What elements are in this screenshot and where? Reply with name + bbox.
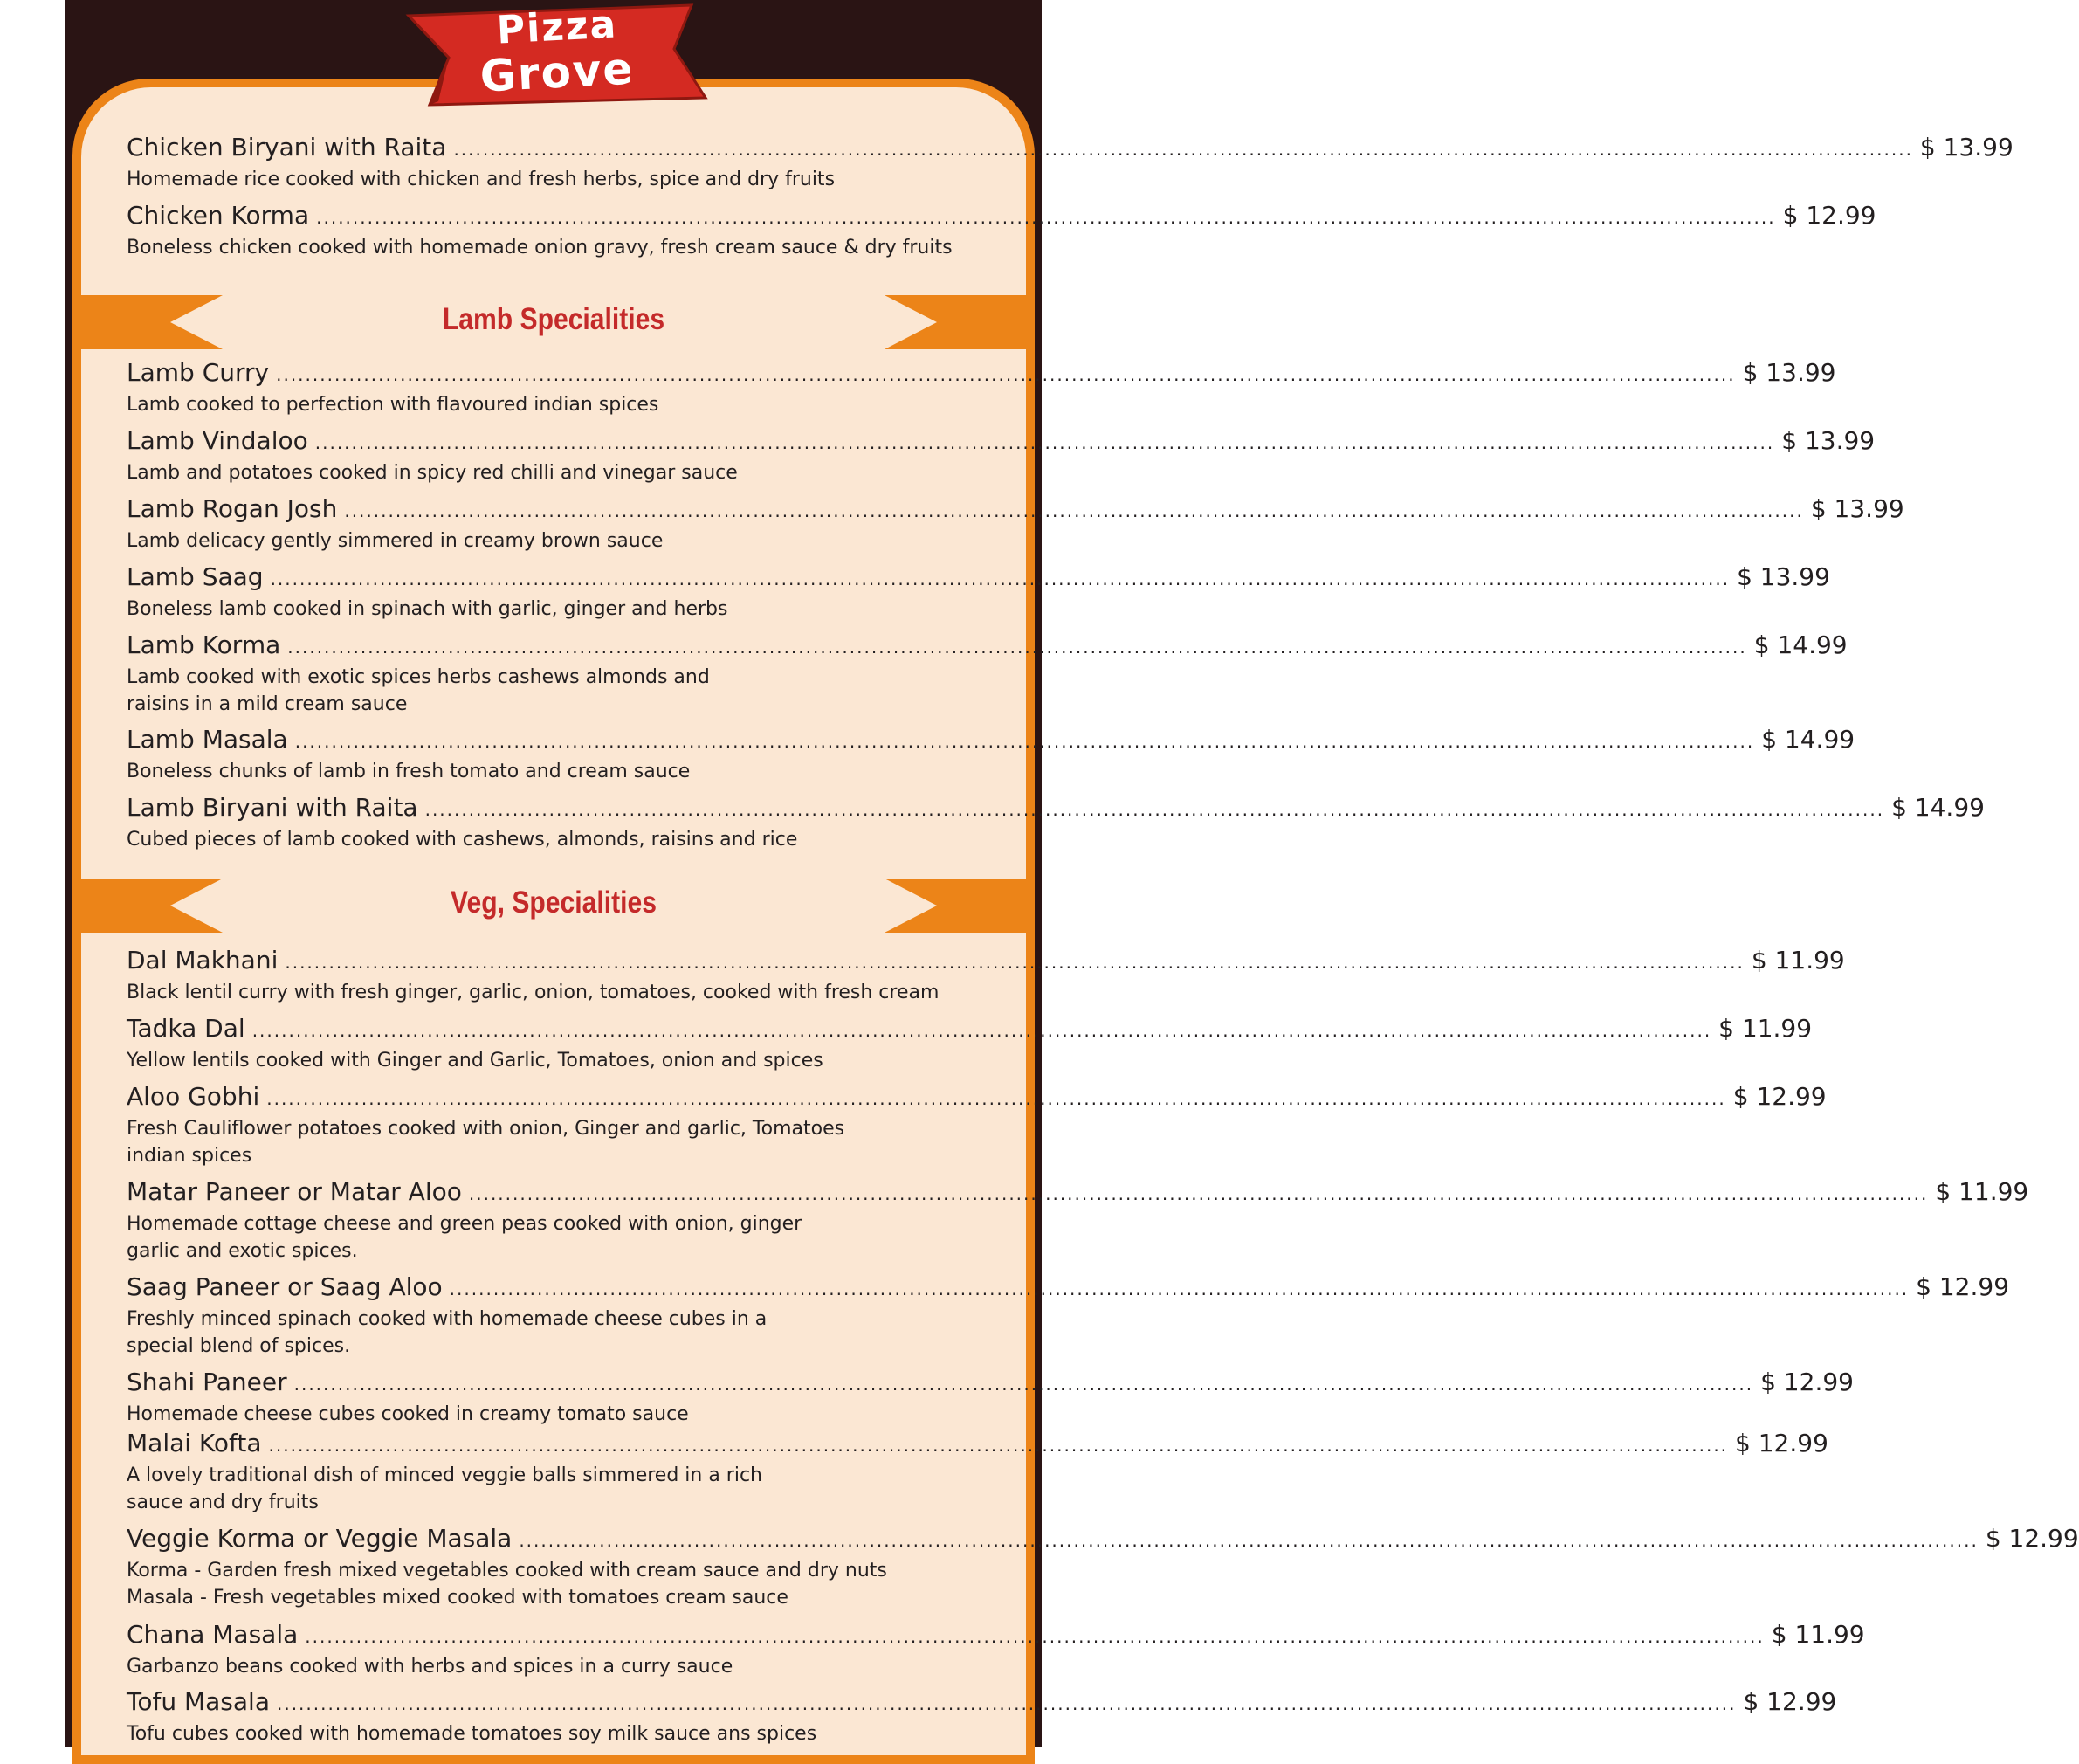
menu-item-row <box>127 1368 1854 1399</box>
menu-item-description: Homemade cottage cheese and green peas cooked with onion, ginger garlic and exotic spices. <box>127 1213 802 1262</box>
menu-item-description: Korma - Garden fresh mixed vegetables cooked with cream sauce and dry nuts Masala - Fresh vegetables mixed cooked with tomatoes cream sauce <box>127 1560 887 1609</box>
menu-item-row <box>127 1082 1827 1113</box>
menu-item <box>127 426 1876 486</box>
menu-item-price: $ 11.99 <box>1935 1177 2029 1206</box>
menu-item-name: Shahi Paneer <box>127 1368 287 1396</box>
dot-leader: ........................................................................................................................................................................................................ <box>314 432 1775 453</box>
menu-item <box>127 1524 2079 1611</box>
restaurant-logo <box>403 3 711 107</box>
menu-item-description: Tofu cubes cooked with homemade tomatoes soy milk sauce ans spices <box>127 1723 817 1745</box>
menu-item-name: Lamb Rogan Josh <box>127 494 338 523</box>
dot-leader: ........................................................................................................................................................................................................ <box>424 799 1885 820</box>
menu-item-description: Garbanzo beans cooked with herbs and spices in a curry sauce <box>127 1656 733 1678</box>
menu-item-row <box>127 562 1830 594</box>
menu-item-row <box>127 1014 1813 1045</box>
menu-item-name: Lamb Curry <box>127 358 270 387</box>
menu-item-name: Chicken Korma <box>127 201 310 230</box>
menu-item <box>127 1014 1813 1074</box>
menu-item-price: $ 11.99 <box>1718 1014 1813 1043</box>
menu-item-row <box>127 358 1836 389</box>
menu-item-description: Fresh Cauliflower potatoes cooked with onion, Ginger and garlic, Tomatoes indian spices <box>127 1118 845 1167</box>
section-band-lamb <box>79 295 1029 349</box>
menu-item-description: Lamb cooked with exotic spices herbs cashews almonds and raisins in a mild cream sauce <box>127 666 710 715</box>
menu-item-row <box>127 1272 2010 1304</box>
menu-item-name: Dal Makhani <box>127 946 279 975</box>
menu-item-price: $ 12.99 <box>1985 1524 2079 1553</box>
menu-item-row <box>127 1687 1837 1719</box>
menu-item-row <box>127 793 1985 824</box>
menu-item-description: Homemade rice cooked with chicken and fresh herbs, spice and dry fruits <box>127 169 836 190</box>
menu-item-row <box>127 1177 2029 1209</box>
dot-leader: ........................................................................................................................................................................................................ <box>449 1278 1910 1299</box>
menu-item-price: $ 14.99 <box>1761 725 1855 754</box>
dot-leader: ........................................................................................................................................................................................................ <box>268 1435 1729 1456</box>
menu-item <box>127 358 1836 418</box>
dot-leader: ........................................................................................................................................................................................................ <box>276 364 1736 385</box>
menu-item <box>127 1082 1827 1169</box>
menu-item-name: Chana Masala <box>127 1620 299 1649</box>
menu-item-price: $ 13.99 <box>1737 562 1830 591</box>
logo-text-pizza: Pizza <box>495 2 619 53</box>
dot-leader: ........................................................................................................................................................................................................ <box>251 1020 1712 1041</box>
section-band-veg <box>79 879 1029 933</box>
menu-item-price: $ 13.99 <box>1810 494 1904 523</box>
dot-leader: ........................................................................................................................................................................................................ <box>270 568 1731 589</box>
dot-leader: ........................................................................................................................................................................................................ <box>453 139 1913 160</box>
dot-leader: ........................................................................................................................................................................................................ <box>305 1626 1765 1647</box>
dot-leader: ........................................................................................................................................................................................................ <box>287 637 1747 658</box>
dot-leader: ........................................................................................................................................................................................................ <box>266 1088 1726 1109</box>
dot-leader: ........................................................................................................................................................................................................ <box>468 1183 1929 1204</box>
menu-item-row <box>127 725 1855 756</box>
menu-item-price: $ 11.99 <box>1771 1620 1865 1649</box>
menu-item-price: $ 14.99 <box>1753 630 1848 659</box>
dot-leader: ........................................................................................................................................................................................................ <box>285 952 1745 973</box>
menu-item-description: Lamb and potatoes cooked in spicy red chilli and vinegar sauce <box>127 462 738 484</box>
menu-item-row <box>127 494 1904 526</box>
dot-leader: ........................................................................................................................................................................................................ <box>519 1530 1979 1551</box>
menu-item-description: Freshly minced spinach cooked with homemade cheese cubes in a special blend of spices. <box>127 1308 768 1357</box>
menu-item-description: A lovely traditional dish of minced veggie balls simmered in a rich sauce and dry fruits <box>127 1464 762 1513</box>
menu-item-price: $ 12.99 <box>1735 1429 1828 1457</box>
menu-item-price: $ 12.99 <box>1916 1272 2010 1301</box>
menu-item-row <box>127 946 1845 977</box>
menu-item <box>127 725 1855 785</box>
menu-item-name: Lamb Masala <box>127 725 288 754</box>
menu-item <box>127 1272 2010 1360</box>
menu-item-description: Lamb cooked to perfection with flavoured indian spices <box>127 394 659 416</box>
section-title-veg: Veg, Specialities <box>451 885 657 920</box>
menu-item-row <box>127 1524 2079 1555</box>
menu-item-description: Homemade cheese cubes cooked in creamy tomato sauce <box>127 1403 689 1425</box>
logo-text-grove: Grove <box>478 43 636 102</box>
menu-item-name: Veggie Korma or Veggie Masala <box>127 1524 513 1553</box>
dot-leader: ........................................................................................................................................................................................................ <box>276 1693 1737 1714</box>
menu-item <box>127 630 1848 718</box>
menu-item-price: $ 12.99 <box>1732 1082 1827 1111</box>
menu-item <box>127 562 1830 623</box>
menu-item-row <box>127 630 1848 662</box>
menu-item-price: $ 13.99 <box>1781 426 1876 455</box>
menu-item <box>127 1177 2029 1264</box>
menu-item <box>127 1620 1865 1680</box>
menu-item-price: $ 12.99 <box>1743 1687 1837 1716</box>
menu-item-description: Black lentil curry with fresh ginger, garlic, onion, tomatoes, cooked with fresh cream <box>127 982 940 1003</box>
menu-item-row <box>127 426 1876 458</box>
menu-item-name: Lamb Vindaloo <box>127 426 308 455</box>
menu-item-price: $ 12.99 <box>1760 1368 1854 1396</box>
menu-item-name: Tadka Dal <box>127 1014 245 1043</box>
menu-item-description: Boneless lamb cooked in spinach with garlic, ginger and herbs <box>127 598 728 620</box>
menu-item-row <box>127 1429 1828 1460</box>
menu-item <box>127 1429 1828 1516</box>
dot-leader: ........................................................................................................................................................................................................ <box>316 207 1776 228</box>
dot-leader: ........................................................................................................................................................................................................ <box>293 1374 1754 1395</box>
menu-item-description: Yellow lentils cooked with Ginger and Garlic, Tomatoes, onion and spices <box>127 1050 823 1071</box>
menu-item-description: Cubed pieces of lamb cooked with cashews, almonds, raisins and rice <box>127 829 798 851</box>
section-title-lamb: Lamb Specialities <box>442 302 665 336</box>
menu-item <box>127 793 1985 853</box>
menu-item-description: Boneless chunks of lamb in fresh tomato and cream sauce <box>127 761 691 782</box>
dot-leader: ........................................................................................................................................................................................................ <box>294 731 1755 752</box>
menu-item-name: Saag Paneer or Saag Aloo <box>127 1272 443 1301</box>
menu-item-row <box>127 133 2014 164</box>
menu-item-price: $ 14.99 <box>1891 793 1985 822</box>
menu-item-name: Lamb Biryani with Raita <box>127 793 418 822</box>
menu-item <box>127 494 1904 555</box>
menu-item <box>127 201 1876 261</box>
menu-item-price: $ 12.99 <box>1782 201 1876 230</box>
menu-item-name: Lamb Saag <box>127 562 264 591</box>
menu-item-name: Matar Paneer or Matar Aloo <box>127 1177 462 1206</box>
menu-item <box>127 133 2014 193</box>
menu-item-name: Chicken Biryani with Raita <box>127 133 447 162</box>
menu-item <box>127 946 1845 1006</box>
menu-item-name: Malai Kofta <box>127 1429 262 1457</box>
dot-leader: ........................................................................................................................................................................................................ <box>344 500 1804 521</box>
menu-item-row <box>127 1620 1865 1651</box>
menu-item-name: Tofu Masala <box>127 1687 270 1716</box>
menu-item-price: $ 13.99 <box>1919 133 2014 162</box>
menu-item-price: $ 13.99 <box>1742 358 1836 387</box>
menu-item-description: Lamb delicacy gently simmered in creamy brown sauce <box>127 530 664 552</box>
menu-item-row <box>127 201 1876 232</box>
menu-item <box>127 1368 1854 1428</box>
menu-item <box>127 1687 1837 1747</box>
menu-item-description: Boneless chicken cooked with homemade onion gravy, fresh cream sauce & dry fruits <box>127 237 953 258</box>
menu-item-name: Lamb Korma <box>127 630 281 659</box>
menu-item-price: $ 11.99 <box>1751 946 1845 975</box>
menu-item-name: Aloo Gobhi <box>127 1082 260 1111</box>
